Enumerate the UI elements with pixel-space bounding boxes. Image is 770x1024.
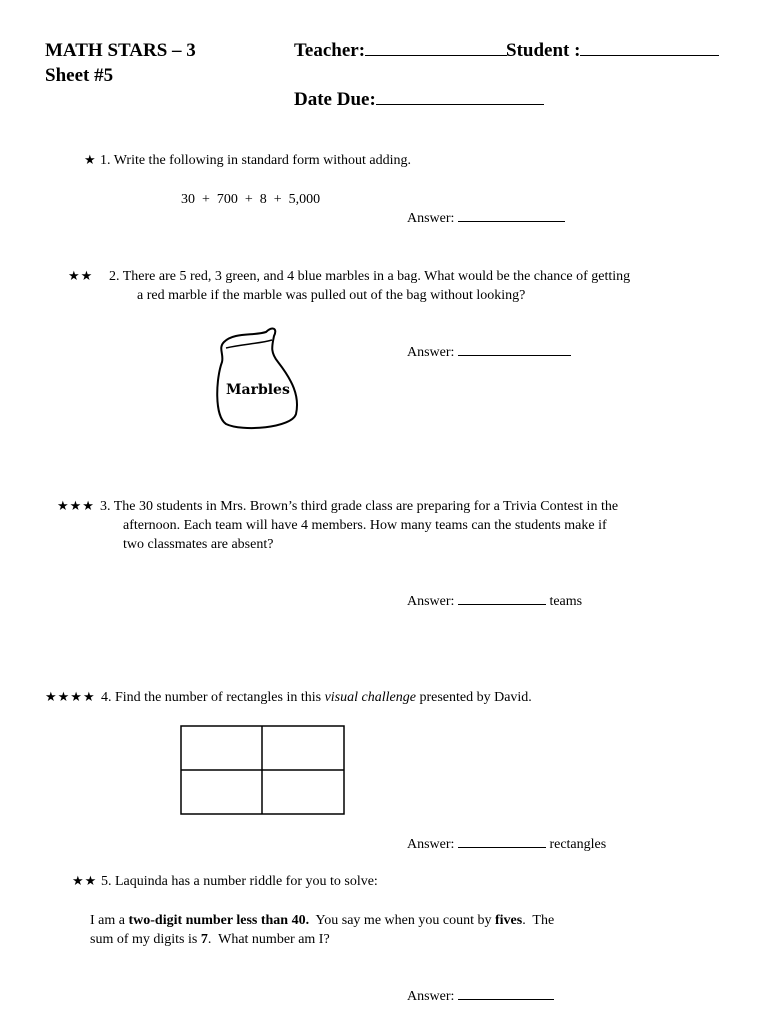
difficulty-stars: ★★ bbox=[72, 873, 98, 888]
student-label: Student : bbox=[506, 40, 581, 61]
answer-blank[interactable] bbox=[458, 592, 546, 605]
teacher-label: Teacher: bbox=[294, 40, 366, 61]
answer-unit: teams bbox=[549, 594, 583, 609]
teacher-blank[interactable] bbox=[365, 43, 507, 56]
riddle-text: . The bbox=[522, 913, 555, 928]
problem-4-text-start: 4. Find the number of rectangles in this bbox=[101, 690, 325, 705]
problem-5-text: 5. Laquinda has a number riddle for you to solve: bbox=[101, 874, 378, 889]
difficulty-stars: ★ bbox=[84, 152, 97, 167]
problem-2-text-line-1: 2. There are 5 red, 3 green, and 4 blue marbles in a bag. What would be the chance of getting bbox=[109, 269, 631, 284]
riddle-bold-text: 7 bbox=[200, 932, 208, 947]
problem-4-italic-phrase: visual challenge bbox=[324, 690, 416, 705]
answer-label: Answer: bbox=[407, 211, 455, 226]
rectangle-grid-figure bbox=[180, 725, 346, 817]
problem-4-answer[interactable] bbox=[407, 835, 606, 854]
problem-1-text: 1. Write the following in standard form without adding. bbox=[100, 153, 412, 168]
riddle-text: I am a bbox=[90, 913, 129, 928]
difficulty-stars: ★★★★ bbox=[45, 689, 96, 704]
problem-1-answer[interactable] bbox=[407, 209, 565, 228]
problem-3-text-line-1: 3. The 30 students in Mrs. Brown’s third grade class are preparing for a Trivia Contest in the bbox=[100, 499, 619, 514]
problem-2-answer[interactable] bbox=[407, 343, 571, 362]
answer-label: Answer: bbox=[407, 345, 455, 360]
date-due-label: Date Due: bbox=[294, 89, 376, 110]
problem-3-text-line-2: afternoon. Each team will have 4 members. How many teams can the students make if bbox=[123, 518, 607, 533]
problem-3-text-line-3: two classmates are absent? bbox=[123, 537, 274, 552]
riddle-line-1 bbox=[90, 911, 554, 930]
student-blank[interactable] bbox=[580, 43, 719, 56]
answer-unit: rectangles bbox=[549, 837, 607, 852]
problem-4-text bbox=[101, 688, 532, 707]
riddle-text: sum of my digits is bbox=[90, 932, 201, 947]
difficulty-stars: ★★ bbox=[68, 268, 94, 283]
riddle-line-2 bbox=[90, 930, 330, 949]
sheet-number: Sheet #5 bbox=[45, 65, 114, 86]
answer-label: Answer: bbox=[407, 989, 455, 1004]
answer-blank[interactable] bbox=[458, 209, 565, 222]
date-due-field[interactable] bbox=[294, 89, 544, 111]
problem-5-answer[interactable] bbox=[407, 987, 554, 1006]
student-field[interactable] bbox=[506, 40, 719, 62]
worksheet-title: MATH STARS – 3 bbox=[45, 40, 196, 61]
answer-blank[interactable] bbox=[458, 835, 546, 848]
problem-1-expression: 30 + 700 + 8 + 5,000 bbox=[181, 192, 321, 207]
answer-label: Answer: bbox=[407, 594, 455, 609]
date-due-blank[interactable] bbox=[376, 92, 544, 105]
marble-bag-image bbox=[212, 322, 312, 434]
riddle-bold-text: two-digit number less than 40. bbox=[128, 913, 310, 928]
teacher-field[interactable] bbox=[294, 40, 507, 62]
riddle-bold-text: fives bbox=[494, 913, 523, 928]
problem-2-text-line-2: a red marble if the marble was pulled out of the bag without looking? bbox=[137, 288, 526, 303]
riddle-text: You say me when you count by bbox=[309, 913, 495, 928]
difficulty-stars: ★★★ bbox=[57, 498, 95, 513]
marble-bag-label: Marbles bbox=[226, 382, 290, 398]
answer-blank[interactable] bbox=[458, 987, 554, 1000]
riddle-text: . What number am I? bbox=[207, 932, 330, 947]
problem-3-answer[interactable] bbox=[407, 592, 582, 611]
answer-blank[interactable] bbox=[458, 343, 571, 356]
answer-label: Answer: bbox=[407, 837, 455, 852]
problem-4-text-end: presented by David. bbox=[415, 690, 532, 705]
